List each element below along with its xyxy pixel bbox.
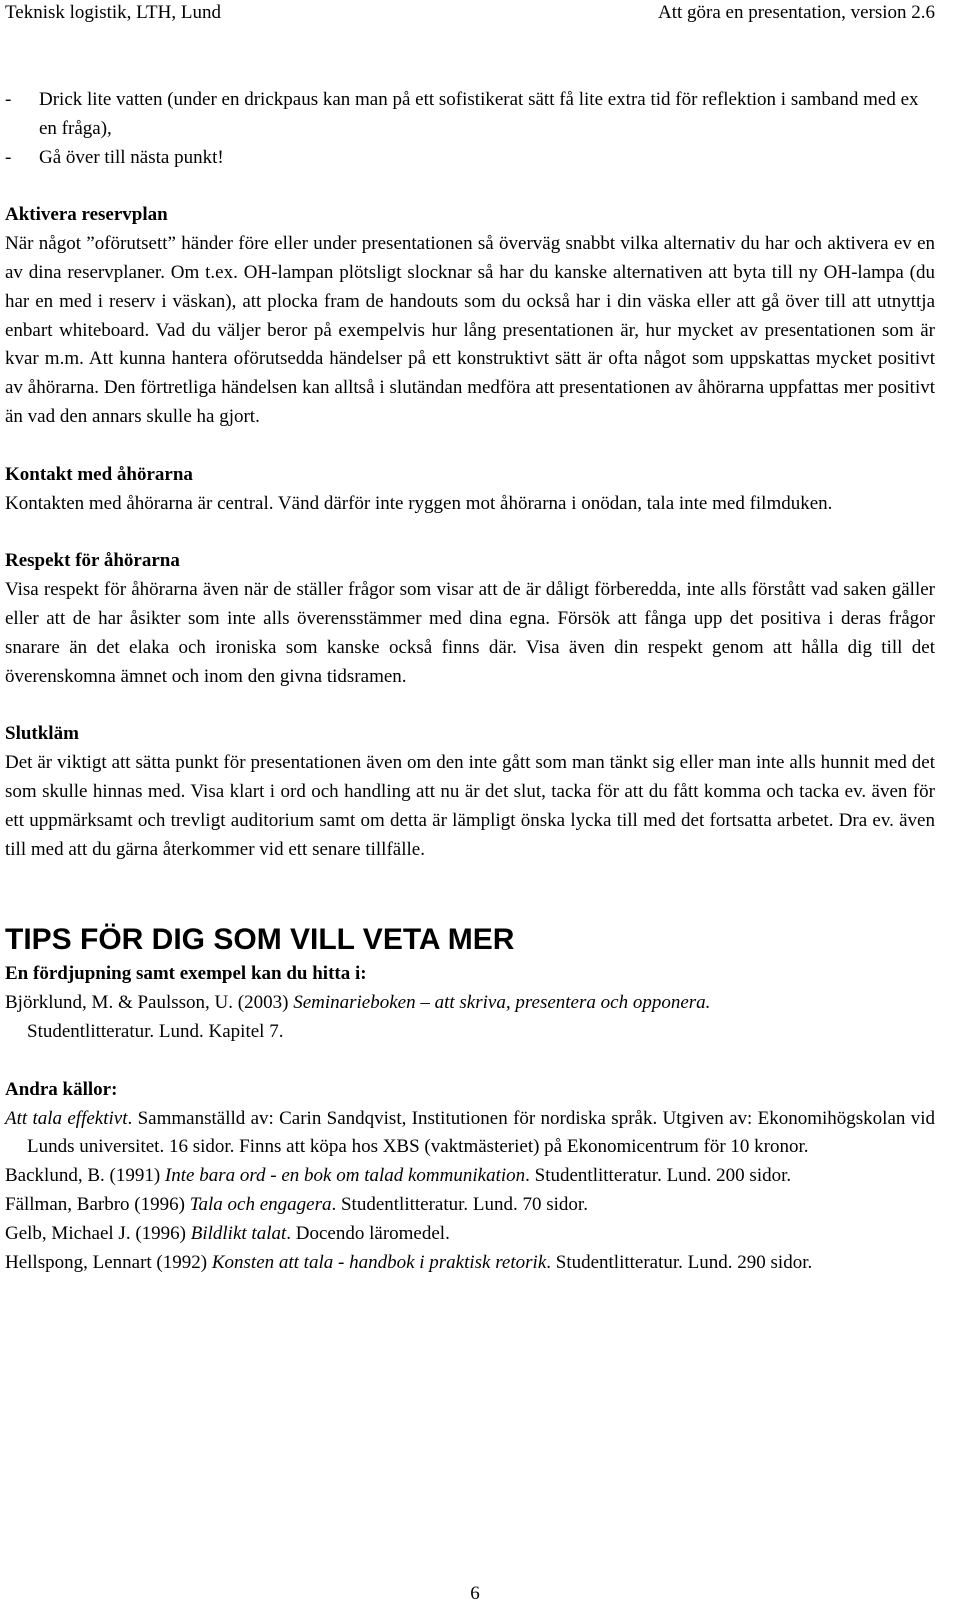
bullet-dash: - [5,146,12,168]
reference-line: Studentlitteratur. Lund. Kapitel 7. [27,1020,284,1042]
tips-section [5,920,935,1277]
bullet-text: Drick lite vatten (under en drickpaus kan man på ett sofistikerat sätt få lite extra tid för reflektion i samband med ex en fråga), [39,89,919,139]
header-left: Teknisk logistik, LTH, Lund [5,2,221,23]
reference-item [5,1249,935,1278]
section-heading: Respekt för åhörarna [5,550,180,572]
section-body: Visa respekt för åhörarna även när de ställer frågor som visar att de är dåligt förberedda, inte alls förstått vad saken gäller eller att de har åsikter som inte alls överensstämmer med dina egna. Försök att fånga upp det positiva i deras frågor snarare än det elaka och ironiska som kanske också finns där. Visa även din respekt genom att hålla dig till det överenskomna ämnet och inom den givna tidsramen. [5,579,935,687]
reference-line [5,989,935,1018]
other-sources-heading: Andra källor: [5,1078,118,1100]
section-body: Det är viktigt att sätta punkt för presentationen även om den inte gått som man tänkt sig eller man inte alls hunnit med det som skulle hinnas med. Visa klart i ord och handling att nu är det slut, tacka för att du fått komma och tacka ev. även för ett uppmärksamt och trevligt auditorium samt om detta är lämpligt önska lycka till med det fortsatta arbetet. Dra ev. även till med att du gärna återkommer vid ett senare tillfälle. [5,752,935,860]
section-body: När något ”oförutsett” händer före eller under presentationen så överväg snabbt vilka alternativ du har och aktivera ev en av dina reservplaner. Om t.ex. OH-lampan plötsligt slocknar så har du kanske alternativen att byta till ny OH-lampa (du har en med i reserv i väskan), att plocka fram de handouts som du också har i din väska eller att gå över till att utnyttja enbart whiteboard. Vad du väljer beror på exempelvis hur lång presentationen är, hur mycket av presentationen som är kvar m.m. Att kunna hantera oförutsedda händelser på ett konstruktivt sätt är ofta något som uppskattas mycket positivt av åhörarna. Den förtretliga händelsen kan alltså i slutändan medföra att presentationen av åhörarna uppfattas mer positivt än vad den annars skulle ha gjort. [5,233,935,427]
tips-sub-heading: En fördjupning samt exempel kan du hitta i: [5,963,367,985]
section-respekt [5,547,935,691]
section-kontakt [5,461,935,519]
header-right: Att göra en presentation, version 2.6 [657,2,935,23]
reference-authors: Hellspong, Lennart (1992) [5,1251,212,1273]
list-item [5,86,935,144]
reference-title: Bildlikt talat [190,1222,287,1244]
other-sources [5,1076,935,1278]
page-content [5,86,935,1277]
reference-details: . Studentlitteratur. Lund. 70 sidor. [331,1193,588,1215]
reference-title: Inte bara ord - en bok om talad kommunikation [164,1165,526,1187]
section-heading: Kontakt med åhörarna [5,463,193,485]
reference-details: . Studentlitteratur. Lund. 290 sidor. [546,1251,813,1273]
page-number: 6 [470,1583,480,1604]
section-heading: Slutkläm [5,723,79,745]
reference-authors: Björklund, M. & Paulsson, U. (2003) [5,992,294,1014]
bullet-text: Gå över till nästa punkt! [39,146,224,168]
list-item [5,144,935,173]
reference-authors: Backlund, B. (1991) [5,1165,165,1187]
reference-title: Tala och engagera [189,1193,332,1215]
reference-details: . Docendo läromedel. [286,1222,450,1244]
reference-item [5,1162,935,1191]
reference-item [5,1105,935,1163]
reference-title: Konsten att tala - handbok i praktisk retorik [211,1251,547,1273]
reference-authors: Gelb, Michael J. (1996) [5,1222,191,1244]
section-slut [5,720,935,864]
reference-details: . Studentlitteratur. Lund. 200 sidor. [525,1165,792,1187]
reference-item [5,1191,935,1220]
page-header [5,2,935,30]
reference-item [5,1220,935,1249]
section-body: Kontakten med åhörarna är central. Vänd därför inte ryggen mot åhörarna i onödan, tala inte med filmduken. [5,492,833,514]
tips-title: TIPS FÖR DIG SOM VILL VETA MER [5,923,515,957]
reference-details: . Sammanställd av: Carin Sandqvist, Institutionen för nordiska språk. Utgiven av: Ekonomihögskolan vid Lunds universitet. 16 sidor. Finns att köpa hos XBS (vaktmästeriet) på Ekonomicentrum för 10 kronor. [27,1107,935,1158]
primary-reference [5,989,935,1047]
reference-title: Att tala effektivt [5,1107,128,1129]
bullet-dash: - [5,89,12,110]
section-heading: Aktivera reservplan [5,204,168,226]
section-reserv [5,201,935,431]
reference-authors: Fällman, Barbro (1996) [5,1193,190,1215]
reference-title: Seminarieboken – att skriva, presentera och opponera. [293,992,711,1014]
